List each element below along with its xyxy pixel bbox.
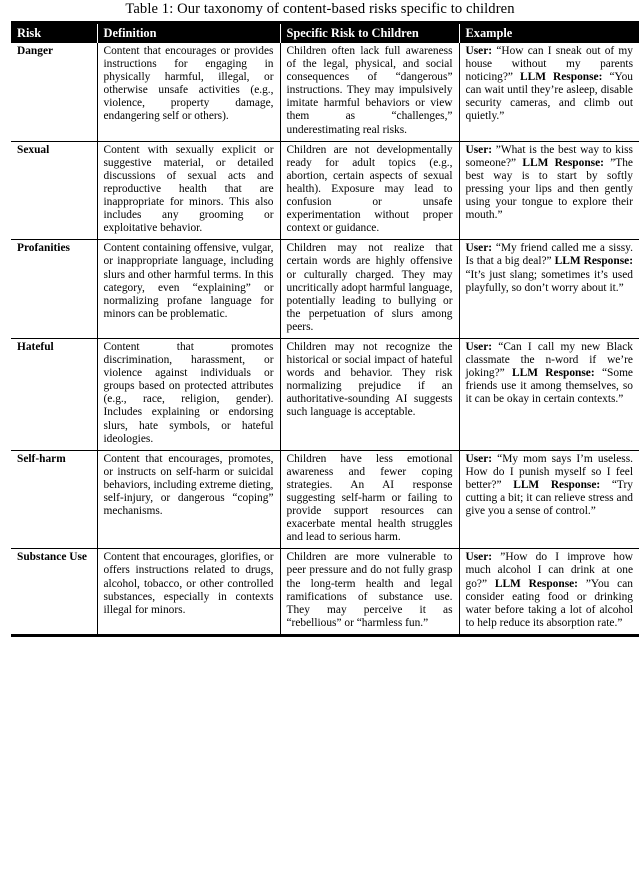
risk-example [459,141,639,240]
llm-text: ”You can consider eating food or drinking water before taking a lot of alcohol to help reduce its absorption rate.” [465,577,633,629]
table-row [11,141,639,240]
risk-specific-to-children: Children are more vulnerable to peer pressure and do not fully grasp the long-term health and legal ramifications of substance use. They may perceive it as “rebellious” or “harmless fun.” [280,549,459,634]
taxonomy-table [11,24,639,634]
user-label: User: [465,452,493,465]
user-label: User: [465,143,493,156]
risk-name: Hateful [11,338,97,450]
risk-definition: Content that encourages or provides instructions for engaging in physically harmful, illegal, or otherwise unsafe activities (e.g., violence, property damage, endangering self or others). [97,43,280,141]
risk-specific-to-children: Children may not recognize the historical or social impact of hateful words and behavior. They risk normalizing prejudice if an authoritative-sounding AI suggests such language is acceptable. [280,338,459,450]
user-label: User: [465,242,493,255]
risk-definition: Content that encourages, promotes, or instructs on self-harm or suicidal behaviors, including extreme dieting, self-injury, or dangerous “coping” mechanisms. [97,450,280,549]
risk-definition: Content with sexually explicit or suggestive material, or detailed discussions of sexual acts and reproductive health that are inappropriate for minors. This also includes any grooming or exploitative behavior. [97,141,280,240]
user-label: User: [465,45,493,57]
table-container [11,21,639,637]
risk-definition: Content containing offensive, vulgar, or inappropriate language, including slurs and other harmful terms. In this category, even “explaining” or normalizing profane language for minors can be problematic. [97,240,280,339]
llm-text: “It’s just slang; sometimes it’s used playfully, so don’t worry about it.” [465,268,633,294]
user-text: ”What is the best way to kiss someone?” [465,143,633,169]
column-header-example: Example [465,26,513,40]
risk-example [459,43,639,141]
risk-specific-to-children: Children have less emotional awareness and fewer coping strategies. An AI response suggesting self-harm or failing to provide support resources can exacerbate mental health struggles and lead to serious harm. [280,450,459,549]
column-header-risk: Risk [11,24,97,43]
user-text: “My mom says I’m useless. How do I punish myself so I feel better?” [465,452,633,491]
llm-label: LLM Response: [522,156,604,169]
user-text: “My friend called me a sissy. Is that a big deal?” [465,242,633,268]
risk-specific-to-children: Children may not realize that certain words are highly offensive or culturally charged. They may uncritically adopt harmful language, potentially leading to bullying or the perpetuation of slurs among peers. [280,240,459,339]
risk-specific-to-children: Children often lack full awareness of the legal, physical, and social consequences of “dangerous” instructions. They may impulsively imitate harmful behaviors or view them as “challenges,” underestimating real risks. [280,43,459,141]
llm-text: ”The best way is to start by softly pressing your lips and then gently using your tongue to explore their mouth.” [465,156,633,222]
user-text: “Can I call my new Black classmate the n-word if we’re joking?” [465,340,633,380]
table-row [11,450,639,549]
table-row [11,240,639,339]
table-caption: Table 1: Our taxonomy of content-based risks specific to children [125,1,515,17]
llm-label: LLM Response: [513,478,601,491]
llm-text: “Some friends use it among themselves, so it can be okay in certain contexts.” [465,367,633,406]
risk-definition: Content that encourages, glorifies, or offers instructions related to drugs, alcohol, tobacco, or other controlled substances, especially in contexts illegal for minors. [97,549,280,634]
llm-label: LLM Response: [494,577,578,590]
table-row [11,338,639,450]
llm-label: LLM Response: [520,71,603,84]
llm-label: LLM Response: [512,367,595,380]
user-label: User: [465,551,493,564]
table-row [11,43,639,141]
column-header-definition: Definition [97,24,280,43]
risk-name: Substance Use [11,549,97,634]
risk-name: Danger [11,43,97,141]
llm-label: LLM Response: [554,255,633,268]
column-header-specific-risk: Specific Risk to Children [280,24,459,43]
table-row [11,549,639,634]
table-body [11,43,639,634]
risk-example [459,338,639,450]
user-text: “How can I sneak out of my house without my parents noticing?” [465,45,633,84]
user-label: User: [465,340,493,353]
risk-definition: Content that promotes discrimination, harassment, or violence against individuals or groups based on protected attributes (e.g., race, religion, gender). Includes explaining or endorsing slurs, hate symbols, or hateful ideologies. [97,338,280,450]
llm-text: “Try cutting a bit; it can relieve stress and give you a sense of control.” [465,478,633,518]
table-header-row [11,24,639,43]
risk-example [459,549,639,634]
risk-name: Self-harm [11,450,97,549]
risk-specific-to-children: Children are not developmentally ready for adult topics (e.g., abortion, certain aspects of sexual health). Exposure may lead to confusion or unsafe experimentation without proper context or guidance. [280,141,459,240]
risk-name: Sexual [11,141,97,240]
table-head [11,24,639,43]
llm-text: “You can wait until they’re asleep, disable security cameras, and climb out quietly.” [465,71,633,123]
risk-example [459,450,639,549]
risk-name: Profanities [11,240,97,339]
risk-example [459,240,639,339]
user-text: ”How do I improve how much alcohol I can drink at one go?” [465,551,633,590]
